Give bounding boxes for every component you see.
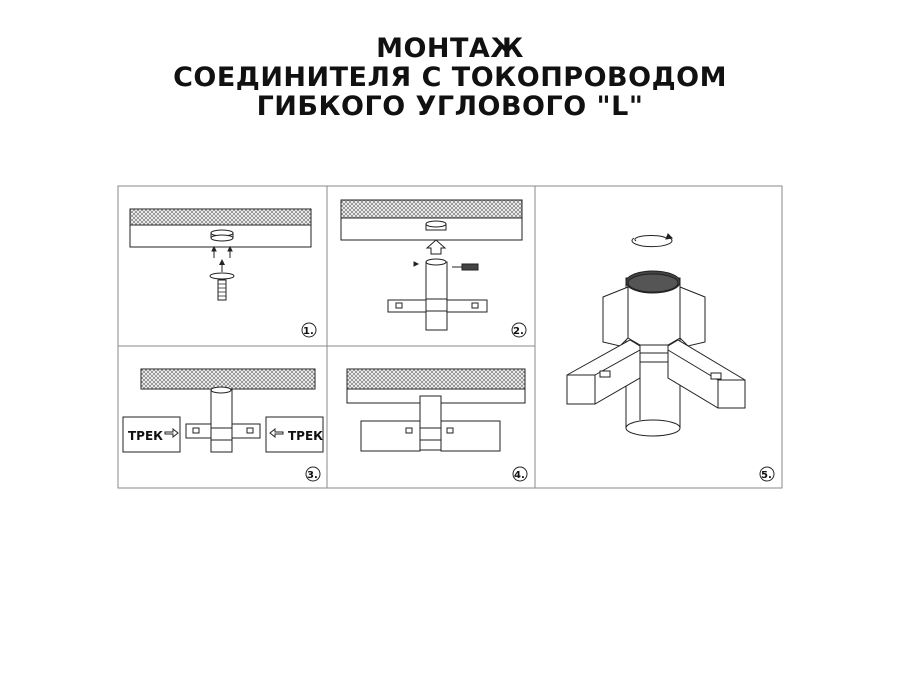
track-right-label: ТРЕК xyxy=(288,429,323,443)
step-1-number xyxy=(302,323,316,337)
step-5-number xyxy=(760,467,774,481)
step-3-panel xyxy=(123,369,323,481)
title-line-3: ГИБКОГО УГЛОВОГО "L" xyxy=(256,91,644,122)
title-line-2: СОЕДИНИТЕЛЯ С ТОКОПРОВОДОМ xyxy=(173,62,727,93)
ceiling-plate xyxy=(141,369,315,389)
connector-body xyxy=(186,387,260,452)
step-2-number xyxy=(512,323,526,337)
mounting-base xyxy=(426,221,446,230)
step-3-number xyxy=(306,467,320,481)
up-arrow-icon xyxy=(427,240,445,254)
step-5-label: 5. xyxy=(761,470,772,481)
step-4-panel xyxy=(347,369,527,481)
step-2-panel xyxy=(341,200,526,337)
step-2-label: 2. xyxy=(513,326,524,337)
step-5-panel xyxy=(567,234,774,481)
cylinder-cap xyxy=(626,271,680,293)
mounting-base xyxy=(211,230,233,241)
step-1-panel xyxy=(130,209,316,337)
screw-icon xyxy=(210,262,234,300)
track-left xyxy=(123,417,180,452)
step-3-label: 3. xyxy=(307,470,318,481)
step-4-label: 4. xyxy=(514,470,525,481)
connector-body xyxy=(420,396,441,450)
ceiling-plate xyxy=(341,200,522,240)
track-right xyxy=(266,417,323,452)
track-left-label: ТРЕК xyxy=(128,429,163,443)
step-1-label: 1. xyxy=(303,326,314,337)
step-4-number xyxy=(513,467,527,481)
title-line-1: МОНТАЖ xyxy=(376,33,524,64)
dowel-icon xyxy=(212,247,232,258)
rotate-icon xyxy=(632,234,672,247)
